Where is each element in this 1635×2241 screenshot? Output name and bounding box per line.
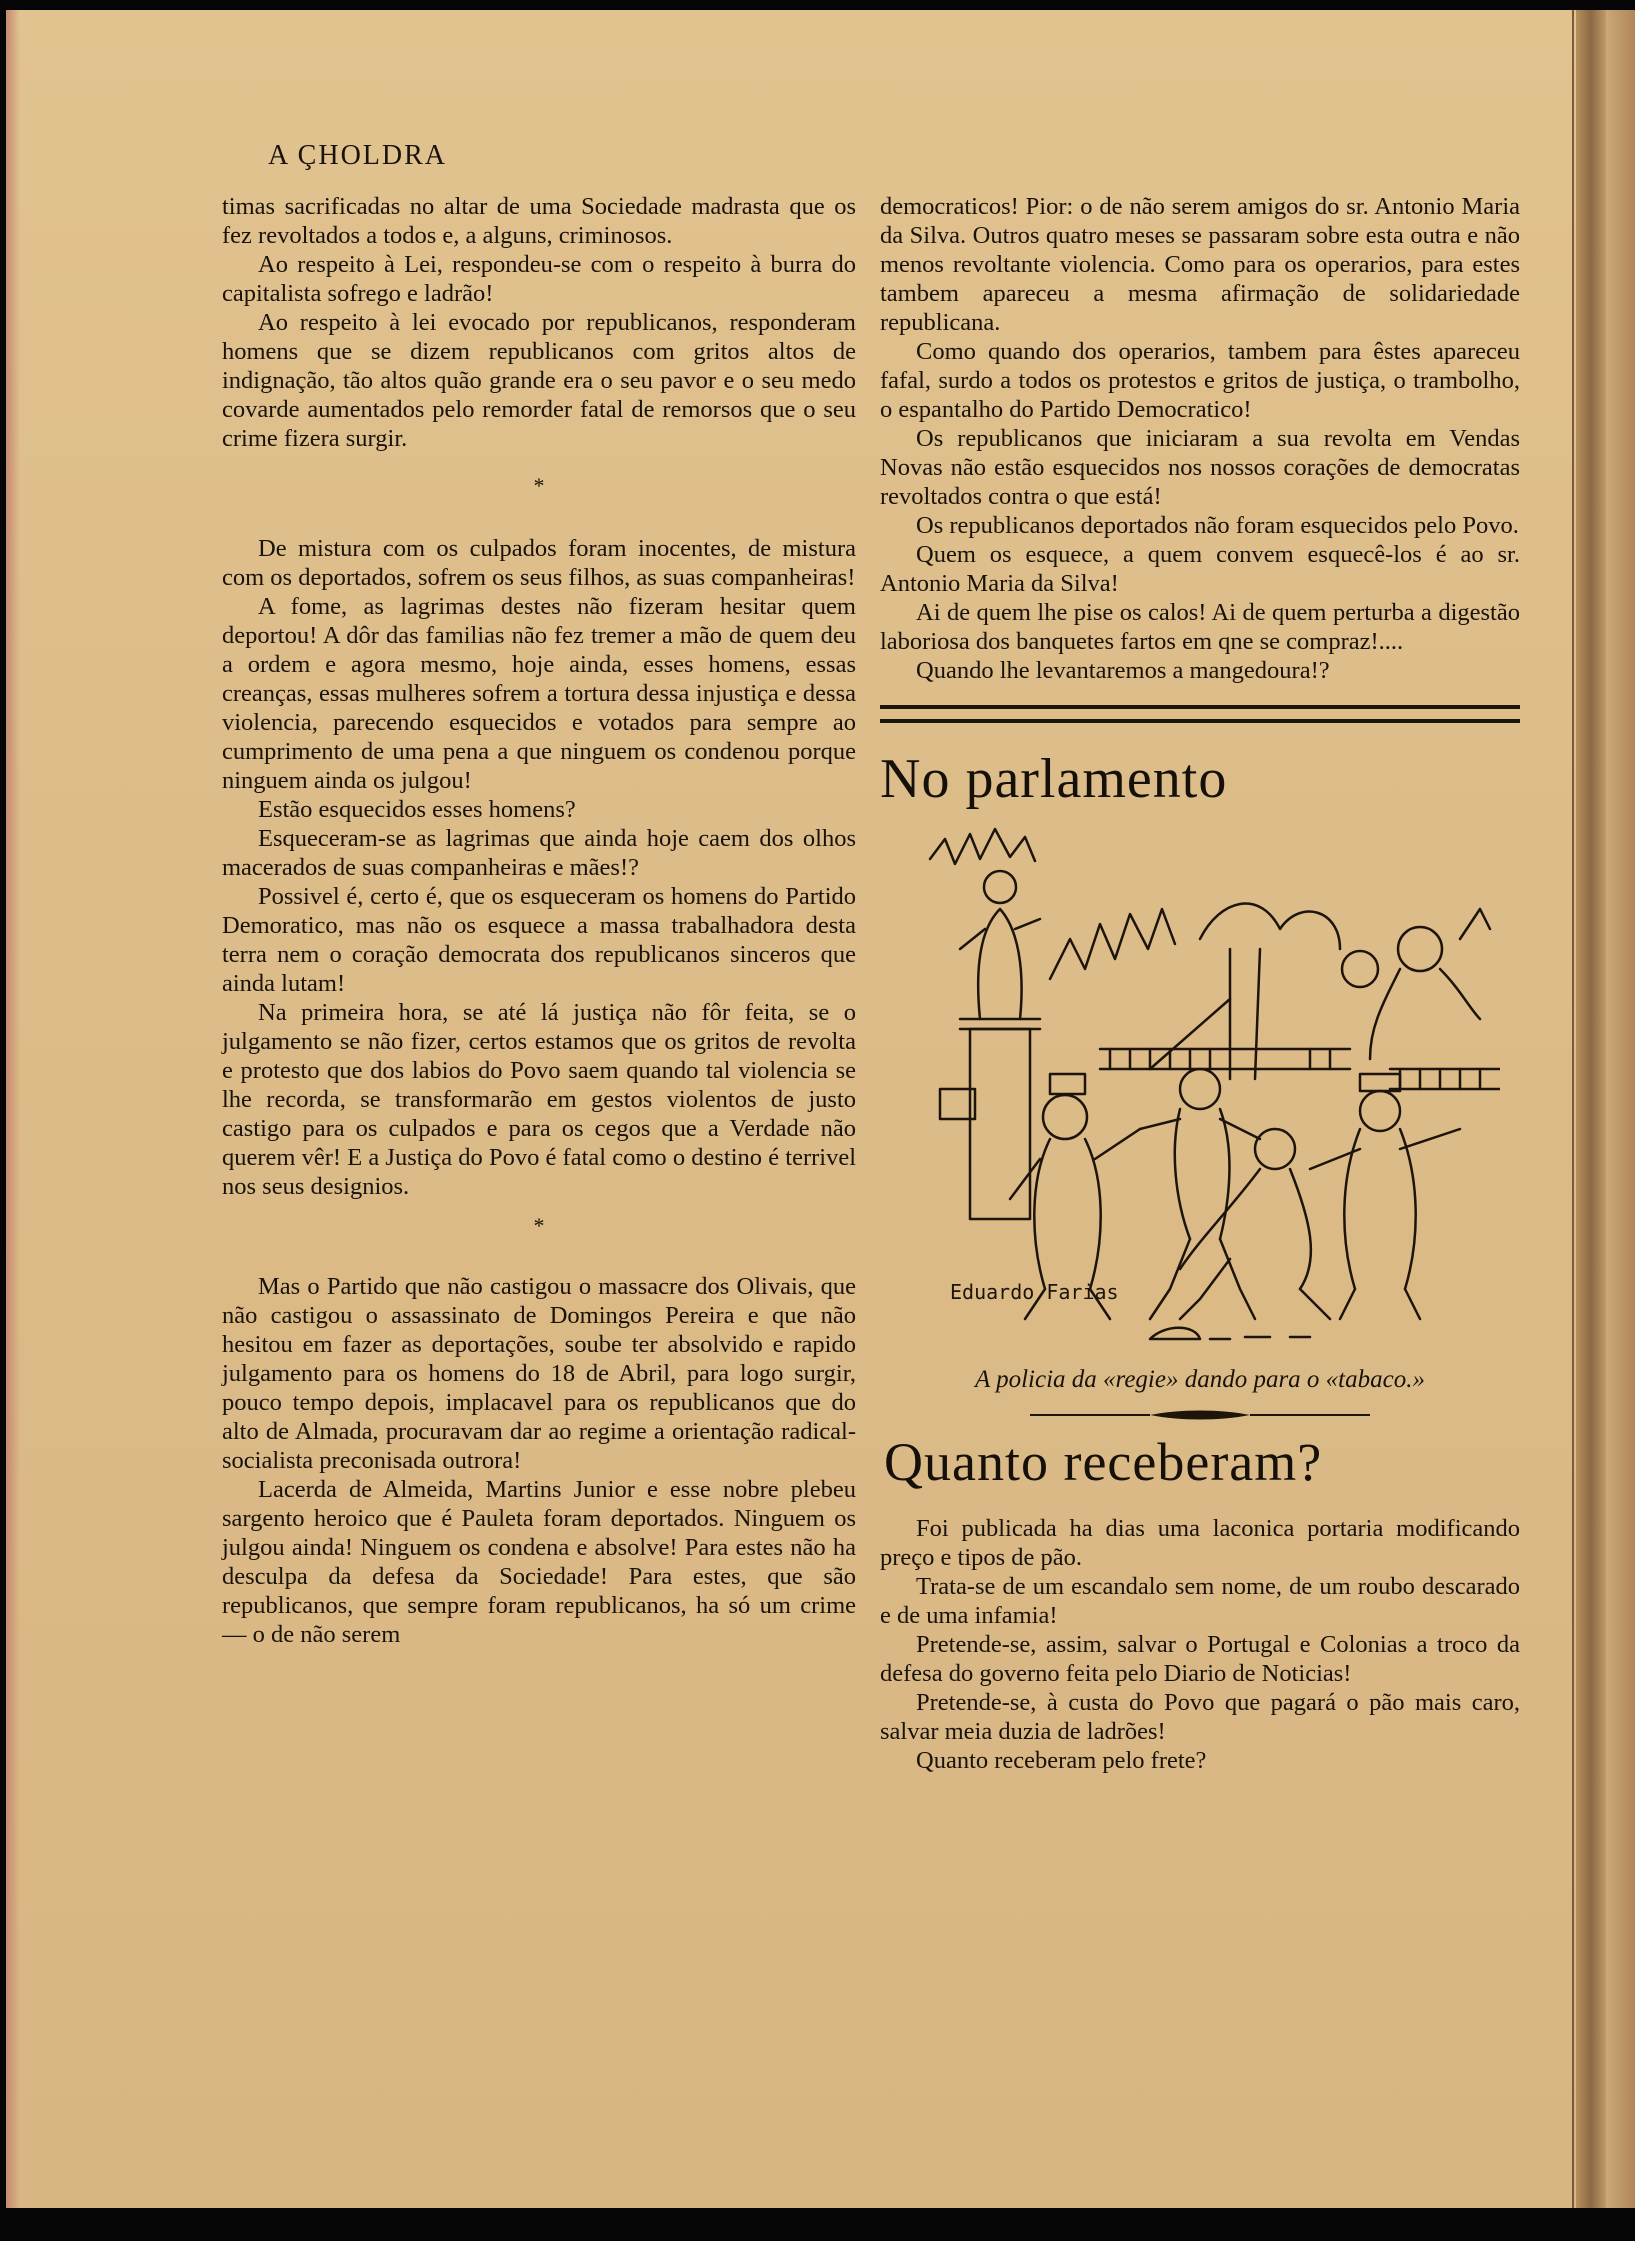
paragraph: De mistura com os culpados foram inocentes, de mistura com os deportados, sofrem os seus filhos, as suas companheiras! [222, 535, 856, 591]
paragraph: Quando lhe levantaremos a mangedoura!? [916, 657, 1330, 684]
page-fold-line [1572, 10, 1574, 2208]
paragraph: democraticos! Pior: o de não serem amigos do sr. Antonio Maria da Silva. Outros quatro meses se passaram sobre esta outra e não menos revoltante violencia. Como para os operarios, para estes tambem apareceu a mesma afirmação de solidariedade republicana. [880, 193, 1520, 336]
section-separator: * [533, 1213, 545, 1238]
paragraph: A fome, as lagrimas destes não fizeram hesitar quem deportou! A dôr das familias não fez tremer a mão de quem deu a ordem e agora mesmo, hoje ainda, esses homens, essas creanças, essas mulheres sofrem a tortura dessa injustiça e dessa violencia, parecendo esquecidos e votados para sempre ao cumprimento de uma pena a que ninguem os condenou porque ninguem ainda os julgou! [222, 593, 856, 794]
paragraph: Os republicanos que iniciaram a sua revolta em Vendas Novas não estão esquecidos nos nossos corações de democratas revoltados contra o que está! [880, 425, 1520, 510]
right-column [880, 192, 1520, 1775]
paragraph: Lacerda de Almeida, Martins Junior e esse nobre plebeu sargento heroico que é Pauleta foram deportados. Ninguem os julgou ainda! Ninguem os condena e absolve! Para estes não ha desculpa da defesa da Sociedade! Para estes, que são republicanos, que sempre foram republicanos, ha só um crime — o de não serem [222, 1476, 856, 1648]
page-spine [1576, 10, 1606, 2208]
paragraph: Ai de quem lhe pise os calos! Ai de quem perturba a digestão laboriosa dos banquetes fartos em qne se compraz!.... [880, 599, 1520, 655]
paragraph: Ao respeito à lei evocado por republicanos, responderam homens que se dizem republicanos com gritos altos de indignação, tão altos quão grande era o seu pavor e o seu medo covarde aumentados pelo remorder fatal de remorsos que o seu crime fizera surgir. [222, 309, 856, 452]
section-heading-quanto: Quanto receberam? [884, 1432, 1323, 1492]
paragraph: Ao respeito à Lei, respondeu-se com o respeito à burra do capitalista sofrego e ladrão! [222, 251, 856, 307]
paragraph: Como quando dos operarios, tambem para êstes apareceu fafal, surdo a todos os protestos e gritos de justiça, o trambolho, o espantalho do Partido Democratico! [880, 338, 1520, 423]
cartoon-caption: A policia da «regie» dando para o «tabaco.» [975, 1366, 1425, 1393]
facing-page-edge [1606, 10, 1635, 2208]
paragraph: Possivel é, certo é, que os esqueceram os homens do Partido Demoratico, mas não os esquece a massa trabalhadora desta terra nem o coração democrata dos republicanos sinceros que ainda lutam! [222, 883, 856, 997]
paragraph: Na primeira hora, se até lá justiça não fôr feita, se o julgamento se não fizer, certos estamos que os gritos de revolta e protesto que dos labios do Povo saem quando tal violencia se lhe recorda, se transformarão em gestos violentos de justo castigo para os culpados e para os cegos que a Verdade não querem vêr! E a Justiça do Povo é fatal como o destino é terrivel nos seus designios. [222, 999, 856, 1200]
running-head: A ÇHOLDRA [268, 140, 448, 171]
paragraph: Trata-se de um escandalo sem nome, de um roubo descarado e de uma infamia! [880, 1573, 1520, 1629]
paragraph: Foi publicada ha dias uma laconica portaria modificando preço e tipos de pão. [880, 1515, 1520, 1571]
paragraph: Quem os esquece, a quem convem esquecê-los é ao sr. Antonio Maria da Silva! [880, 541, 1520, 597]
ornamental-rule [880, 1408, 1520, 1422]
paragraph: Pretende-se, à custa do Povo que pagará o pão mais caro, salvar meia duzia de ladrões! [880, 1689, 1520, 1745]
section-separator: * [533, 473, 545, 498]
paragraph: Pretende-se, assim, salvar o Portugal e Colonias a troco da defesa do governo feita pelo Diario de Noticias! [880, 1631, 1520, 1687]
paragraph: Os republicanos deportados não foram esquecidos pelo Povo. [916, 512, 1519, 539]
paragraph: Mas o Partido que não castigou o massacre dos Olivais, que não castigou o assassinato de Domingos Pereira e que não hesitou em fazer as deportações, soube ter absolvido e rapido julgamento para os homens do 18 de Abril, para logo surgir, pouco tempo depois, implacavel para os republicanos que do alto de Almada, procuravam dar ao regime a orientação radical-socialista preconisada outrora! [222, 1273, 856, 1474]
section-rule [880, 705, 1520, 723]
paragraph: Esqueceram-se as lagrimas que ainda hoje caem dos olhos macerados de suas companheiras e mães!? [222, 825, 856, 881]
left-column [222, 192, 856, 1649]
cartoon-signature: Eduardo Farias [950, 1280, 1119, 1304]
paragraph: Estão esquecidos esses homens? [258, 796, 576, 823]
paragraph: Quanto receberam pelo frete? [916, 1747, 1207, 1774]
cartoon-illustration [900, 819, 1500, 1359]
paragraph: timas sacrificadas no altar de uma Sociedade madrasta que os fez revoltados a todos e, a alguns, criminosos. [222, 193, 856, 249]
section-heading-parlamento: No parlamento [880, 748, 1228, 810]
